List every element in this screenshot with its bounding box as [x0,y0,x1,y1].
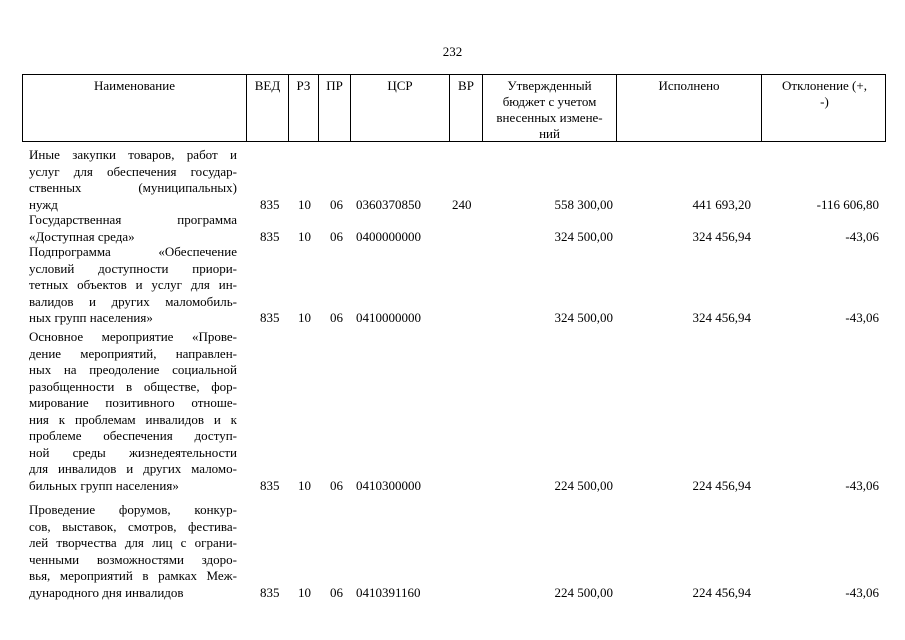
row-name-line: ных на преодоление социальной [29,362,237,377]
cell-executed: 224 456,94 [692,584,751,600]
header-csr: ЦСР [350,75,449,141]
row-name-line: вья, мероприятий в рамках Меж- [29,568,237,583]
cell-rz: 10 [298,310,311,325]
row-name-line: Проведение форумов, конкур- [29,502,237,517]
header-executed: Исполнено [616,75,761,141]
row-name-line: Подпрограмма «Обеспечение [29,244,237,259]
cell-deviation: -116 606,80 [816,196,879,212]
row-name [29,502,237,601]
cell-approved: 558 300,00 [554,196,613,212]
row-name-line: нужд [29,196,58,212]
cell-ved: 835 [260,196,280,212]
row-name-line: лей творчества для лиц с ограни- [29,535,237,550]
row-name-line: услуг для обеспечения государ- [29,163,237,179]
cell-csr: 0410391160 [356,584,421,600]
row-name-line: «Доступная среда» [29,228,135,244]
cell-approved: 224 500,00 [554,584,613,600]
row-name-line: для инвалидов и других маломо- [29,461,237,476]
row-name-line: мирование позитивного отноше- [29,395,237,410]
row-name [29,212,237,245]
row-name-line: проблеме обеспечения доступ- [29,428,237,443]
cell-deviation: -43,06 [845,584,879,600]
cell-deviation: -43,06 [845,228,879,244]
header-approved: Утвержденный бюджет с учетом внесенных измене-ний [482,75,616,141]
header-rz: РЗ [288,75,318,141]
header-pr: ПР [318,75,350,141]
row-name-line: ных групп населения» [29,310,153,325]
cell-csr: 0410000000 [356,310,421,325]
cell-executed: 324 456,94 [692,310,751,325]
cell-pr: 06 [330,584,343,600]
cell-csr: 0410300000 [356,477,421,493]
cell-executed: 324 456,94 [692,228,751,244]
cell-rz: 10 [298,584,311,600]
cell-csr: 0360370850 [356,196,421,212]
row-name [29,329,237,494]
cell-ved: 835 [260,228,280,244]
row-name-line: дение мероприятий, направлен- [29,345,237,361]
row-name-line: ченными возможностями здоро- [29,551,237,567]
cell-approved: 324 500,00 [554,228,613,244]
row-name-line: валидов и других маломобиль- [29,293,237,309]
row-name-line: бильных групп населения» [29,477,179,493]
header-vr: ВР [449,75,482,141]
row-name-line: сов, выставок, смотров, фестива- [29,518,237,534]
row-name-line: Иные закупки товаров, работ и [29,147,237,162]
cell-executed: 441 693,20 [692,196,751,212]
row-name-line: тетных объектов и услуг для ин- [29,277,237,292]
cell-pr: 06 [330,228,343,244]
cell-approved: 224 500,00 [554,477,613,493]
cell-ved: 835 [260,310,280,325]
cell-pr: 06 [330,477,343,493]
page-number: 232 [442,44,463,59]
cell-rz: 10 [298,196,311,212]
cell-pr: 06 [330,196,343,212]
cell-executed: 224 456,94 [692,477,751,493]
header-deviation: Отклонение (+, -) [761,75,887,141]
row-name [29,244,237,327]
cell-vr: 240 [452,196,472,212]
cell-pr: 06 [330,310,343,325]
cell-ved: 835 [260,584,280,600]
cell-deviation: -43,06 [845,310,879,325]
row-name-line: ной среды жизнедеятельности [29,444,237,460]
header-name: Наименование [94,78,175,93]
table-header [22,74,886,142]
cell-rz: 10 [298,477,311,493]
header-ved: ВЕД [246,75,288,141]
row-name-line: ния к проблемам инвалидов и к [29,411,237,427]
row-name-line: Основное мероприятие «Прове- [29,329,237,344]
cell-approved: 324 500,00 [554,310,613,325]
cell-ved: 835 [260,477,280,493]
row-name-line: условий доступности приори- [29,260,237,276]
cell-deviation: -43,06 [845,477,879,493]
row-name-line: разобщенности в обществе, фор- [29,378,237,394]
row-name-line: дународного дня инвалидов [29,584,184,600]
cell-csr: 0400000000 [356,228,421,244]
row-name-line: ственных (муниципальных) [29,180,237,195]
row-name [29,147,237,213]
cell-rz: 10 [298,228,311,244]
row-name-line: Государственная программа [29,212,237,227]
